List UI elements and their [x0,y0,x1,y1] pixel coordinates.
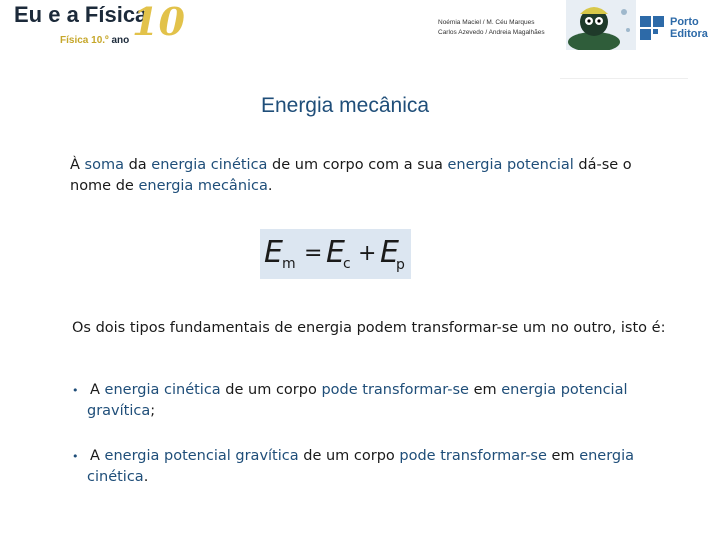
logo-subtitle-subject: Física 10.º [60,35,109,46]
intro-highlight-kinetic: energia cinética [151,157,268,173]
mechanical-energy-formula [260,229,411,279]
bullet-text-1: A [90,382,105,398]
intro-highlight-soma: soma [84,157,124,173]
bullet-highlight-3: energia potencial [501,382,628,398]
mascot-illustration [566,0,636,50]
bullet-text-3: em [546,448,580,464]
intro-text-5: . [267,178,273,194]
formula-ep-sub: p [396,257,405,273]
authors [438,18,545,38]
bullet-text-2: de um corpo [220,382,322,398]
bullet-highlight-2: pode transformar-se [399,448,547,464]
authors-line-2: Carlos Azevedo / Andreia Magalhães [438,29,545,36]
logo-subtitle-year: ano [111,35,130,46]
bullet-highlight-2: pode transformar-se [321,382,469,398]
intro-text-2: da [123,157,152,173]
bullet-continuation [72,401,672,422]
transformation-paragraph: Os dois tipos fundamentais de energia podem transformar-se um no outro, isto é: [72,320,666,336]
formula-ec: E [326,235,345,270]
header-divider [560,78,688,79]
publisher-logo [640,14,718,44]
bullet-text-1: A [90,448,105,464]
bullet-highlight-4: cinética [87,469,144,485]
publisher-name-line-1: Porto [670,16,699,28]
authors-line-1: Noémia Maciel / M. Céu Marques [438,19,535,26]
bullet-highlight-4: gravítica [87,403,151,419]
publisher-name [670,16,708,40]
list-item [72,380,672,422]
slide-header [0,0,720,62]
publisher-mark-icon [640,14,666,40]
formula-box [260,229,411,279]
bullet-text-4: . [143,469,149,485]
bullet-highlight-1: energia cinética [104,382,221,398]
formula-ec-sub: c [343,256,351,272]
formula-em-sub: m [282,256,296,272]
logo-number: 10 [132,0,185,44]
bullet-continuation [72,467,672,488]
intro-text-1: À [70,157,85,173]
bullet-text-4: ; [150,403,156,419]
bullet-text-3: em [468,382,502,398]
book-logo [14,0,185,46]
logo-subtitle [60,35,129,46]
bullet-highlight-1: energia potencial gravítica [104,448,299,464]
bullet-text-2: de um corpo [298,448,400,464]
logo-title: Eu e a Física [14,2,148,27]
bullet-marker: • [72,384,79,397]
intro-text-4: dá-se o nome de [70,157,632,194]
formula-plus: + [358,241,377,266]
bullet-highlight-3: energia [579,448,635,464]
intro-highlight-mechanical: energia mecânica [138,178,268,194]
page-title: Energia mecânica [260,94,430,117]
formula-ep: E [380,235,399,270]
formula-equals: = [304,241,323,266]
formula-em: E [264,235,283,270]
list-item [72,446,672,488]
publisher-name-line-2: Editora [670,28,708,40]
bullet-marker: • [72,450,79,463]
intro-paragraph [70,155,670,197]
intro-highlight-potential: energia potencial [447,157,574,173]
intro-text-3: de um corpo com a sua [267,157,448,173]
